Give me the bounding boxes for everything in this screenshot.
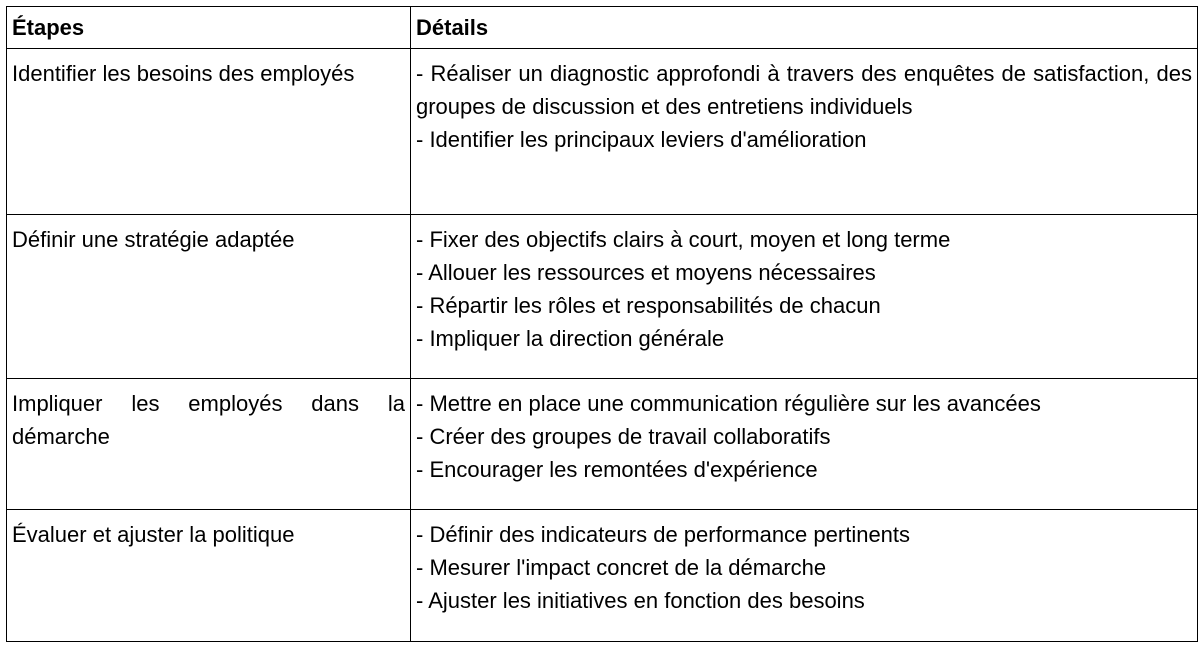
details-cell: [411, 510, 1198, 642]
header-details: Détails: [411, 7, 1198, 49]
step-cell: Impliquer les employés dans la démarche: [7, 379, 411, 510]
details-cell: [411, 49, 1198, 215]
detail-line: - Fixer des objectifs clairs à court, moyen et long terme: [416, 227, 951, 252]
detail-line: - Allouer les ressources et moyens nécessaires: [416, 260, 876, 285]
detail-line: - Mesurer l'impact concret de la démarche: [416, 555, 827, 580]
detail-line: - Créer des groupes de travail collaboratifs: [416, 424, 831, 449]
details-cell: [411, 215, 1198, 379]
table-row: [7, 215, 1198, 379]
detail-line: - Encourager les remontées d'expérience: [416, 457, 818, 482]
detail-line: - Impliquer la direction générale: [416, 326, 725, 351]
step-cell: Évaluer et ajuster la politique: [7, 510, 411, 642]
table-row: [7, 510, 1198, 642]
step-cell: Identifier les besoins des employés: [7, 49, 411, 215]
table-row: [7, 379, 1198, 510]
detail-line: - Identifier les principaux leviers d'amélioration: [416, 127, 867, 152]
step-cell: Définir une stratégie adaptée: [7, 215, 411, 379]
table-row: [7, 49, 1198, 215]
detail-line: - Mettre en place une communication régulière sur les avancées: [416, 391, 1041, 416]
details-cell: [411, 379, 1198, 510]
detail-line: - Ajuster les initiatives en fonction des besoins: [416, 588, 865, 613]
detail-line: - Répartir les rôles et responsabilités de chacun: [416, 293, 881, 318]
steps-table: [6, 6, 1198, 642]
detail-line: - Réaliser un diagnostic approfondi à travers des enquêtes de satisfaction, des groupes de discussion et des entretiens individuels: [416, 61, 1192, 119]
header-steps: Étapes: [7, 7, 411, 49]
table-header-row: [7, 7, 1198, 49]
detail-line: - Définir des indicateurs de performance pertinents: [416, 522, 911, 547]
